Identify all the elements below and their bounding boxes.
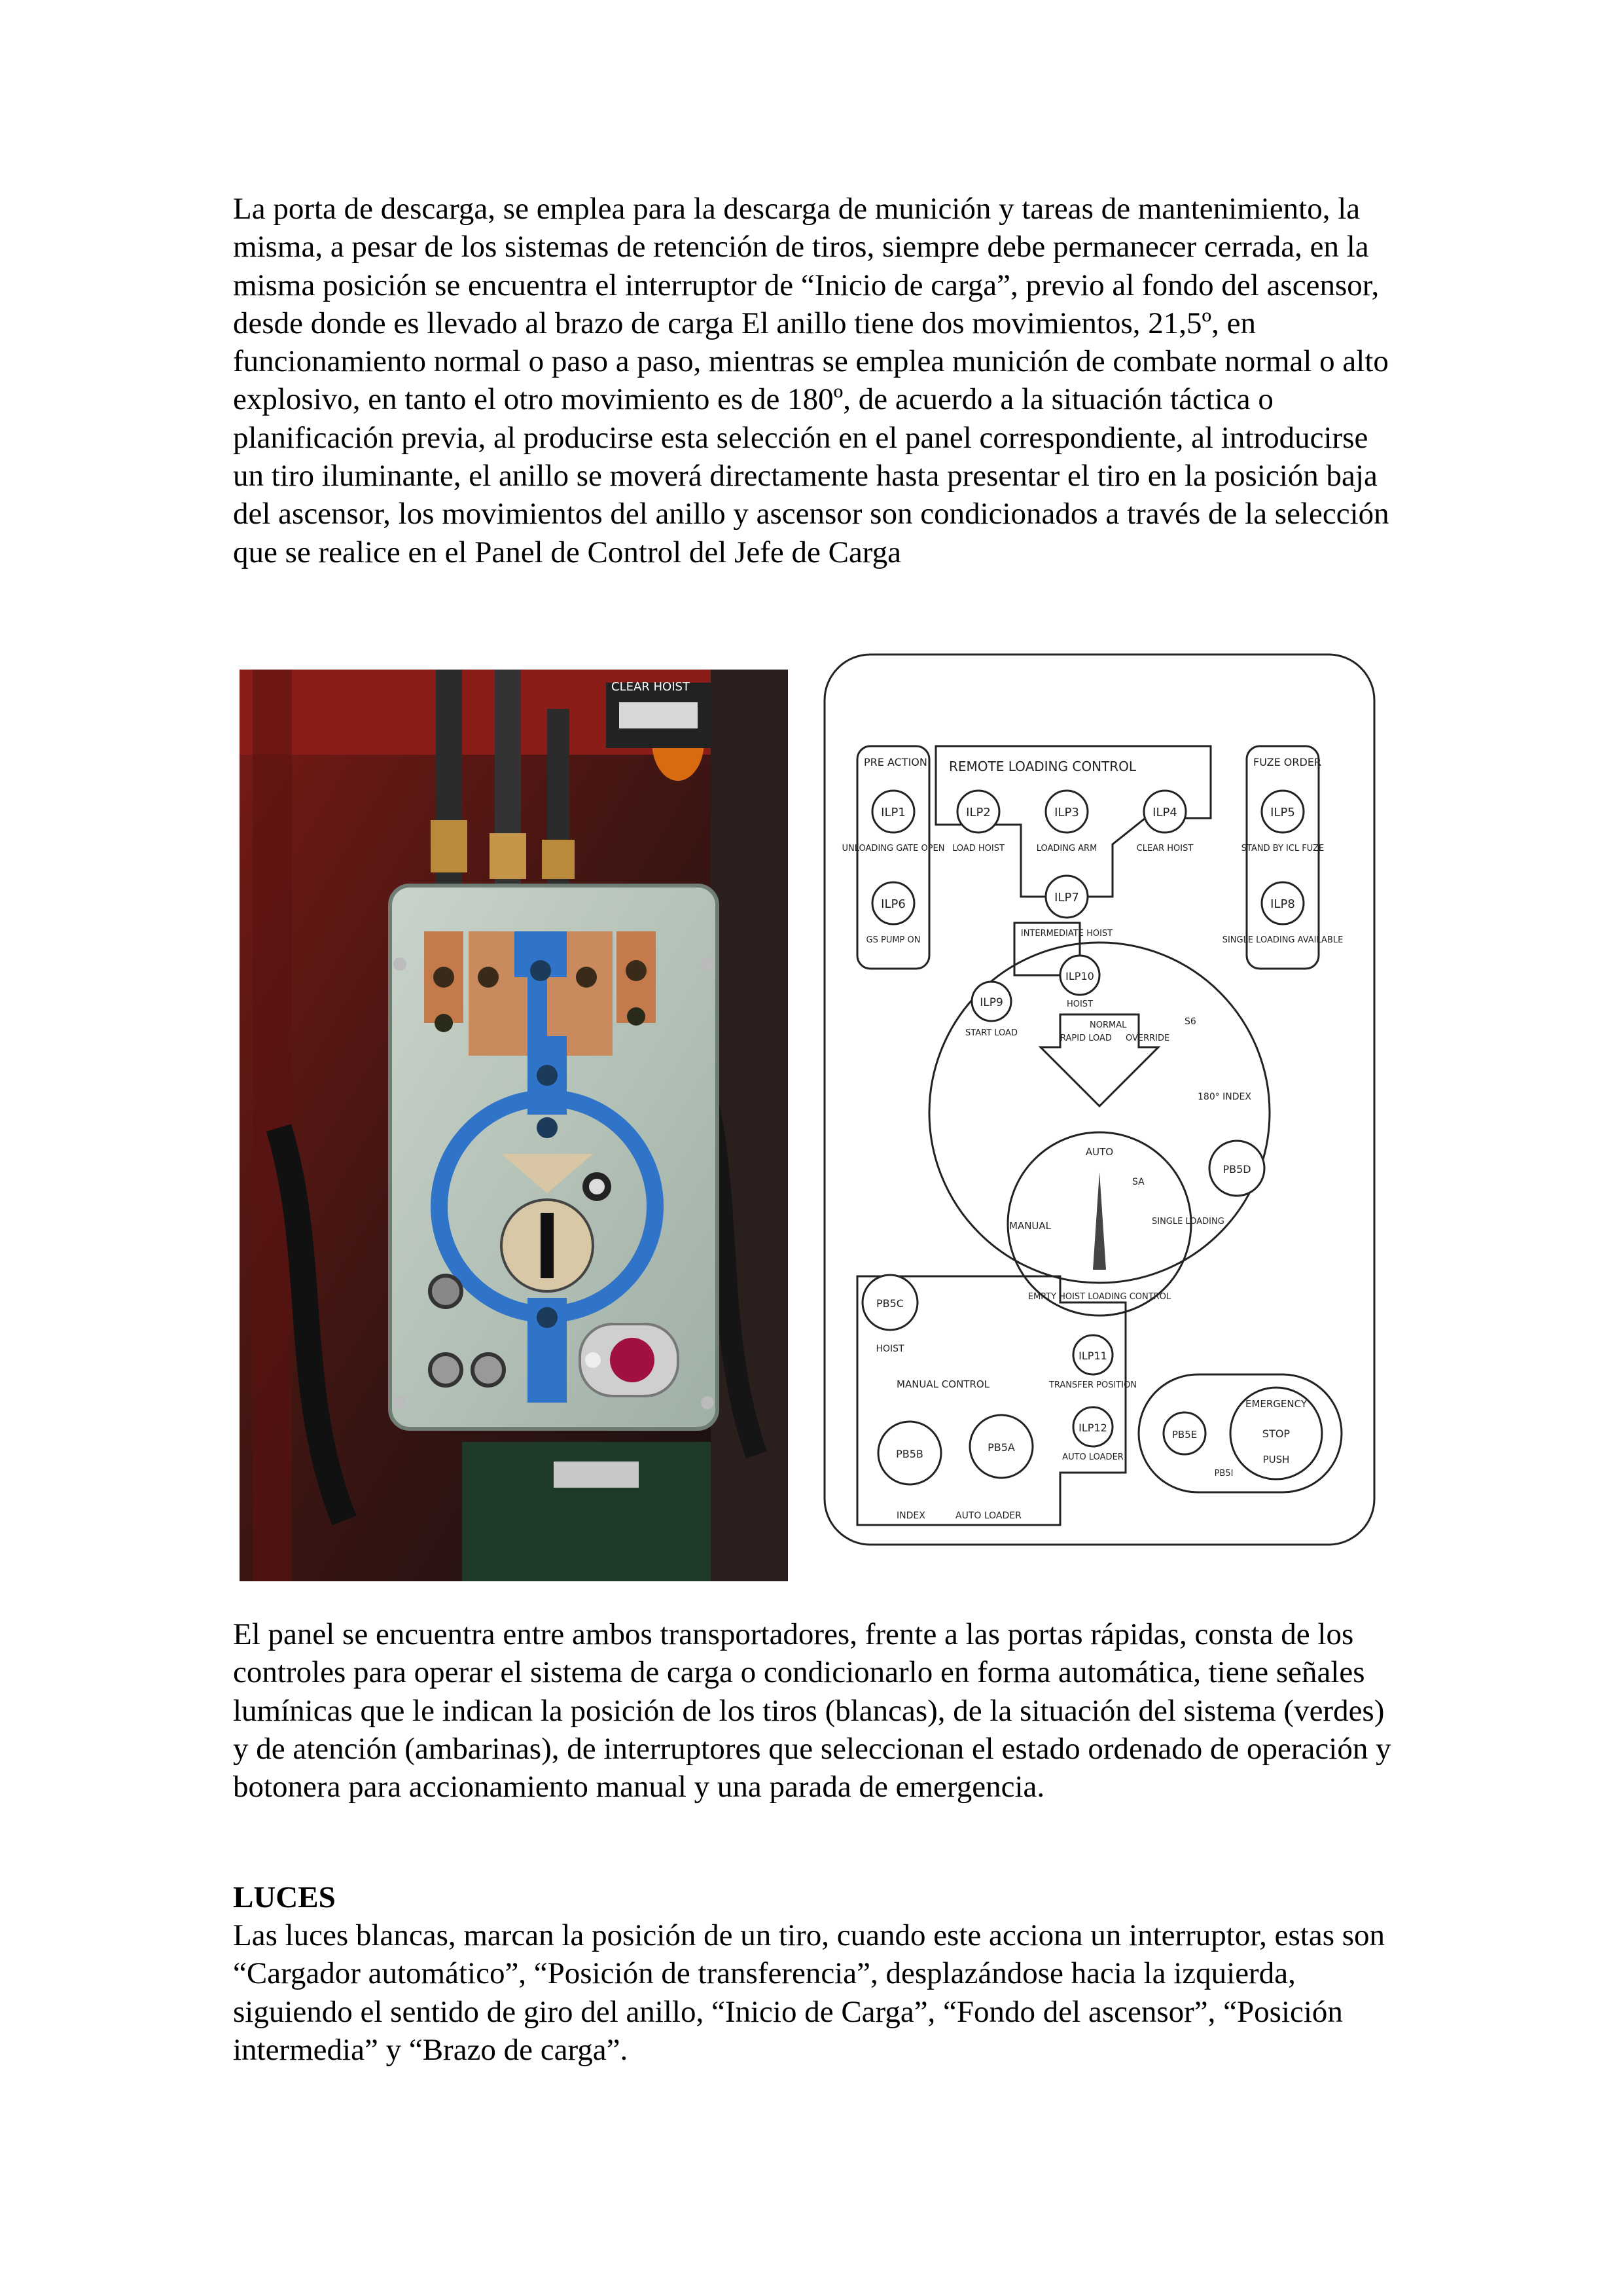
diagram-remote-loading-control: REMOTE LOADING CONTROL xyxy=(949,759,1137,774)
svg-text:ILP12: ILP12 xyxy=(1079,1422,1107,1434)
lamp-ilp12 xyxy=(1062,1407,1124,1462)
svg-text:ILP6: ILP6 xyxy=(881,897,906,911)
lamp-ilp5 xyxy=(1241,791,1324,853)
svg-text:EMERGENCY: EMERGENCY xyxy=(1245,1398,1308,1410)
svg-text:EMPTY HOIST LOADING CONTROL: EMPTY HOIST LOADING CONTROL xyxy=(1027,1292,1171,1302)
svg-text:HOIST: HOIST xyxy=(1066,999,1094,1009)
svg-text:CLEAR HOIST: CLEAR HOIST xyxy=(1136,844,1194,853)
photo-panel-body xyxy=(390,886,717,1429)
svg-text:OVERRIDE: OVERRIDE xyxy=(1126,1033,1170,1043)
diagram-hoist-label: HOIST xyxy=(876,1344,904,1354)
svg-text:SA: SA xyxy=(1132,1177,1145,1187)
svg-text:PB5D: PB5D xyxy=(1222,1163,1251,1175)
emergency-stop-button[interactable] xyxy=(1164,1388,1322,1479)
svg-text:RAPID LOAD: RAPID LOAD xyxy=(1060,1033,1112,1043)
svg-text:STOP: STOP xyxy=(1262,1427,1291,1440)
svg-text:ILP9: ILP9 xyxy=(980,996,1003,1009)
lamp-ilp9 xyxy=(965,982,1018,1038)
svg-text:PB5E: PB5E xyxy=(1171,1429,1198,1441)
svg-text:PB5I: PB5I xyxy=(1214,1469,1234,1479)
svg-text:LOAD HOIST: LOAD HOIST xyxy=(952,844,1005,853)
selector-upper[interactable] xyxy=(1060,1016,1196,1043)
button-pb5a[interactable] xyxy=(970,1415,1033,1478)
panel-diagram xyxy=(818,648,1394,1551)
diagram-180-index: 180° INDEX xyxy=(1198,1092,1251,1102)
diagram-manual-control: MANUAL CONTROL xyxy=(897,1378,990,1390)
svg-text:ILP10: ILP10 xyxy=(1065,970,1094,982)
lamp-ilp11 xyxy=(1048,1335,1137,1390)
svg-text:AUTO: AUTO xyxy=(1085,1146,1114,1158)
lamp-ilp8 xyxy=(1222,882,1344,945)
button-pb5d[interactable] xyxy=(1209,1141,1264,1196)
photo-clear-hoist-label: CLEAR HOIST xyxy=(611,680,690,694)
svg-text:PB5A: PB5A xyxy=(988,1441,1015,1454)
selector-lower[interactable] xyxy=(1009,1146,1224,1302)
lamp-ilp4 xyxy=(1137,791,1194,853)
svg-text:PB5B: PB5B xyxy=(896,1448,923,1460)
svg-text:S6: S6 xyxy=(1185,1016,1196,1027)
lamp-ilp2 xyxy=(952,791,1005,853)
svg-text:ILP2: ILP2 xyxy=(966,806,991,819)
svg-text:STAND BY ICL FUZE: STAND BY ICL FUZE xyxy=(1241,844,1325,853)
svg-text:MANUAL: MANUAL xyxy=(1009,1220,1052,1232)
lamp-ilp10 xyxy=(1060,956,1099,1009)
lamp-ilp3 xyxy=(1037,791,1097,853)
diagram-index-label: INDEX xyxy=(897,1511,925,1521)
svg-text:PB5C: PB5C xyxy=(876,1297,904,1310)
button-pb5b[interactable] xyxy=(878,1422,941,1484)
svg-text:ILP5: ILP5 xyxy=(1270,806,1295,819)
svg-text:LOADING ARM: LOADING ARM xyxy=(1036,844,1097,853)
svg-text:ILP8: ILP8 xyxy=(1270,897,1295,911)
svg-text:START LOAD: START LOAD xyxy=(965,1028,1018,1038)
svg-text:PUSH: PUSH xyxy=(1262,1454,1290,1465)
svg-text:INTERMEDIATE HOIST: INTERMEDIATE HOIST xyxy=(1020,929,1113,939)
diagram-pre-action: PRE ACTION xyxy=(864,756,927,768)
paragraph-panel-description: El panel se encuentra entre ambos transportadores, frente a las portas rápidas, consta de los controles para operar el sistema de carga o condicionarlo en forma automática, tiene señales lumínicas que le indican la posición de los tiros (blancas), de la situación del sistema (verdes) y de atención (ambarinas), de interruptores que seleccionan el estado ordenado de operación y botonera para accionamiento manual y una parada de emergencia. xyxy=(233,1617,1391,1804)
svg-text:ILP3: ILP3 xyxy=(1054,806,1079,819)
lamp-ilp6 xyxy=(866,882,921,945)
svg-text:NORMAL: NORMAL xyxy=(1090,1020,1127,1030)
svg-text:SINGLE LOADING AVAILABLE: SINGLE LOADING AVAILABLE xyxy=(1222,935,1344,945)
svg-text:AUTO LOADER: AUTO LOADER xyxy=(1062,1452,1124,1462)
svg-text:ILP1: ILP1 xyxy=(881,806,906,819)
paragraph-white-lights: Las luces blancas, marcan la posición de un tiro, cuando este acciona un interruptor, estas son “Cargador automático”, “Posición de transferencia”, desplazándose hacia la izquierda, siguiendo el sentido de giro del anillo, “Inicio de Carga”, “Fondo del ascensor”, “Posición intermedia” y “Brazo de carga”. xyxy=(233,1918,1385,2067)
svg-text:ILP7: ILP7 xyxy=(1054,891,1079,905)
diagram-auto-loader-label: AUTO LOADER xyxy=(955,1511,1022,1521)
panel-photo xyxy=(240,670,788,1581)
button-pb5c[interactable] xyxy=(863,1275,918,1330)
svg-text:UNLOADING GATE OPEN: UNLOADING GATE OPEN xyxy=(842,844,945,853)
lamp-ilp7 xyxy=(1021,876,1113,939)
svg-text:GS PUMP ON: GS PUMP ON xyxy=(866,935,921,945)
diagram-fuze-order: FUZE ORDER xyxy=(1253,756,1322,768)
section-heading-luces: LUCES xyxy=(233,1880,336,1914)
svg-text:ILP11: ILP11 xyxy=(1079,1350,1107,1362)
svg-text:ILP4: ILP4 xyxy=(1152,806,1177,819)
paragraph-unloading-gate: La porta de descarga, se emplea para la descarga de munición y tareas de mantenimiento, la misma, a pesar de los sistemas de retención de tiros, siempre debe permanecer cerrada, en la misma posición se encuentra el interruptor de “Inicio de carga”, previo al fondo del ascensor, desde donde es llevado al brazo de carga El anillo tiene dos movimientos, 21,5º, en funcionamiento normal o paso a paso, mientras se emplea munición de combate normal o alto explosivo, en tanto el otro movimiento es de 180º, de acuerdo a la situación táctica o planificación previa, al producirse esta selección en el panel correspondiente, al introducirse un tiro iluminante, el anillo se moverá directamente hasta presentar el tiro en la posición baja del ascensor, los movimientos del anillo y ascensor son condicionados a través de la selección que se realice en el Panel de Control del Jefe de Carga xyxy=(233,192,1389,569)
svg-text:TRANSFER POSITION: TRANSFER POSITION xyxy=(1048,1380,1137,1390)
svg-text:SINGLE LOADING: SINGLE LOADING xyxy=(1152,1217,1224,1227)
